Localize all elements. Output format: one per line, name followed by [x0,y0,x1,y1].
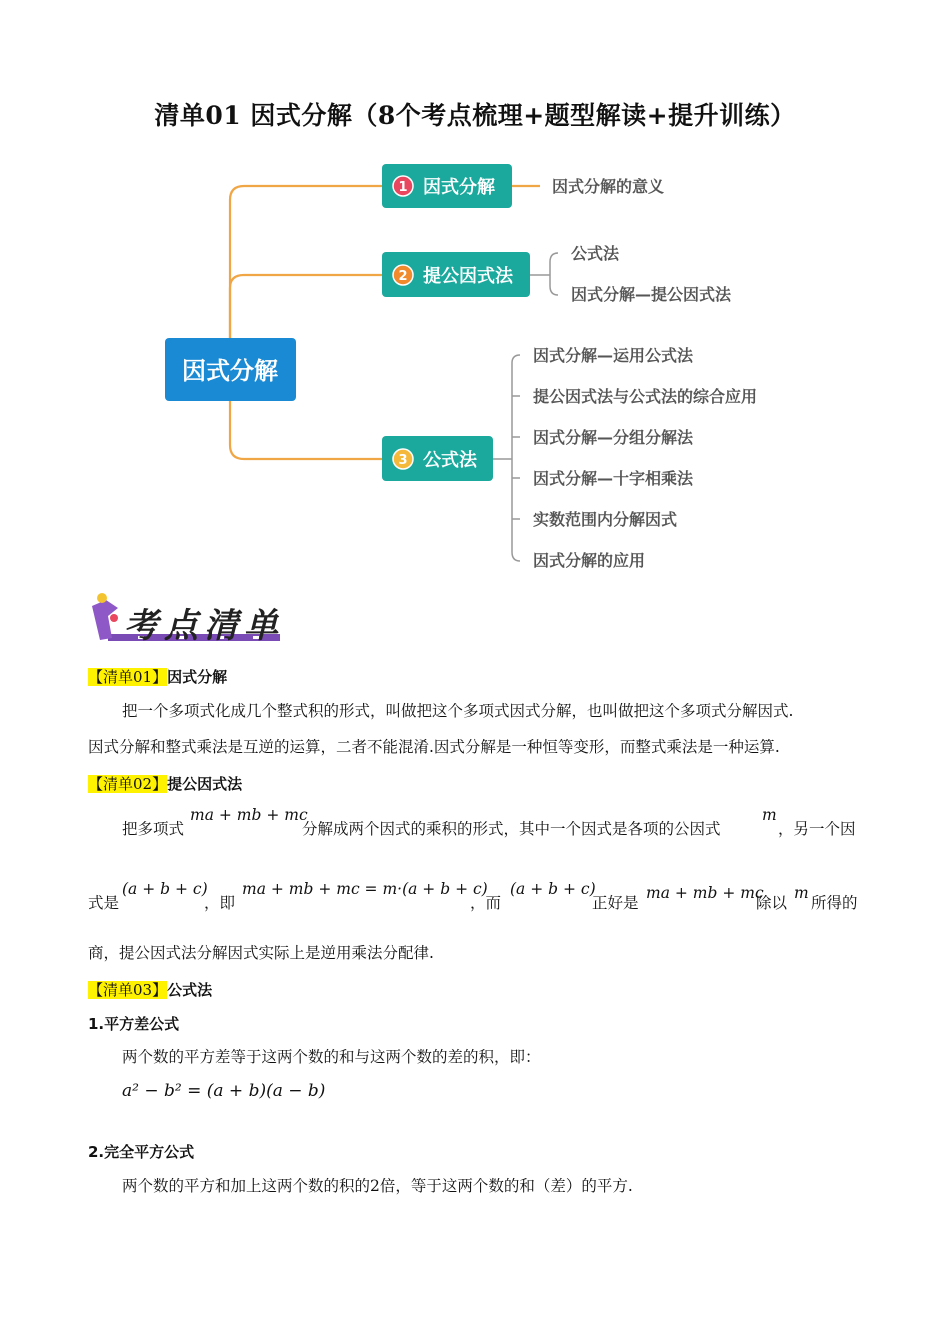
root-label: 因式分解 [182,357,278,385]
formula: ma + mb + mc = m·(a + b + c) [242,880,488,898]
paragraph: 把一个多项式化成几个整式积的形式，叫做把这个多项式因式分解，也叫做把这个多项式分解因式. [122,702,794,720]
leaf-3-5: 实数范围内分解因式 [533,510,678,529]
leaf-3-6: 因式分解的应用 [533,551,646,570]
text: 所得的 [811,894,858,912]
formula: ma + mb + mc [646,884,764,902]
section-title: 公式法 [167,981,213,999]
branch-number: 3 [398,453,408,468]
formula: m [762,806,777,824]
paragraph: 两个数的平方差等于这两个数的和与这两个数的差的积，即： [122,1048,541,1066]
banner-title: 考点清单 [124,606,284,646]
section-heading-1 [88,666,227,687]
section-title: 提公因式法 [167,775,243,793]
paragraph: 两个数的平方和加上这两个数的积的2倍，等于这两个数的和（差）的平方. [122,1177,633,1195]
text: ，而 [470,894,502,912]
formula: a² − b² = (a + b)(a − b) [122,1081,326,1101]
page-title: 清单01 因式分解（8个考点梳理+题型解读+提升训练） [154,101,796,130]
text: ，另一个因 [778,820,856,838]
text: 分解成两个因式的乘积的形式，其中一个因式是各项的公因式 [302,820,721,838]
leaf-2-2: 因式分解—提公因式法 [571,285,732,304]
section-tag: 【清单01】 [88,668,168,686]
branch-label-2: 提公因式法 [423,266,513,287]
text: 除以 [756,894,788,912]
section-heading-2 [88,773,242,794]
text: 正好是 [592,894,639,912]
leaf-1-1: 因式分解的意义 [552,177,665,196]
formula: (a + b + c) [122,880,208,898]
text: 式是 [88,894,120,912]
section-tag: 【清单03】 [88,981,168,999]
paragraph: 商，提公因式法分解因式实际上是逆用乘法分配律. [88,944,434,962]
leaf-3-3: 因式分解—分组分解法 [533,428,694,447]
formula: m [794,884,809,902]
subheading: 2.完全平方公式 [88,1143,195,1161]
branch-number: 2 [398,269,408,284]
branch-number: 1 [398,180,408,195]
leaf-3-4: 因式分解—十字相乘法 [533,469,694,488]
branch-label-3: 公式法 [423,450,477,471]
section-tag: 【清单02】 [88,775,168,793]
text: ，即 [204,894,236,912]
mind-map [0,150,950,580]
text: 把多项式 [122,820,185,838]
leaf-3-2: 提公因式法与公式法的综合应用 [533,387,758,406]
section-title: 因式分解 [167,668,228,686]
leaf-3-1: 因式分解—运用公式法 [533,346,694,365]
leaf-2-1: 公式法 [571,244,620,263]
paragraph: 因式分解和整式乘法是互逆的运算，二者不能混淆.因式分解是一种恒等变形，而整式乘法是一种运算. [88,738,780,756]
formula: (a + b + c) [510,880,596,898]
section-heading-3 [88,979,212,1000]
branch-label-1: 因式分解 [423,177,495,198]
subheading: 1.平方差公式 [88,1015,180,1033]
formula: ma + mb + mc [190,806,308,824]
